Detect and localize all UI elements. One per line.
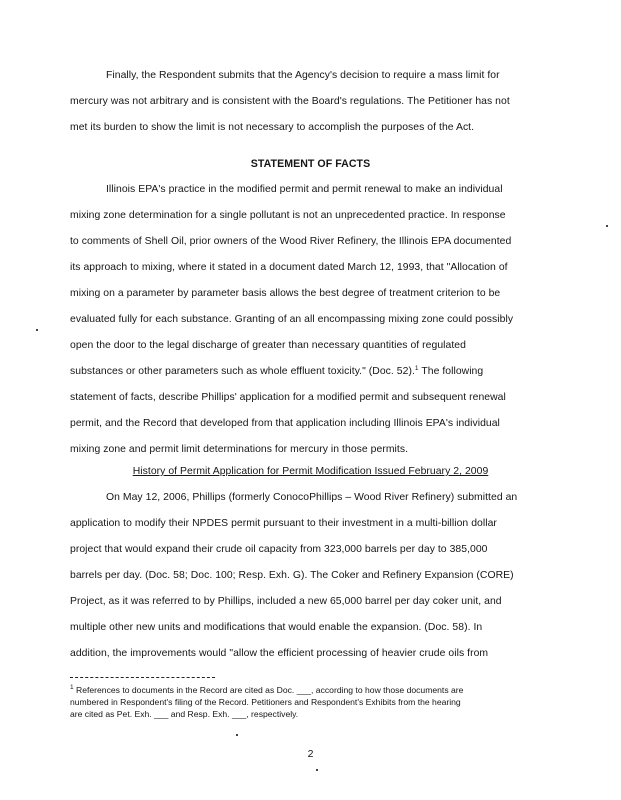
paragraph-3-line-7: addition, the improvements would "allow the efficient processing of heavier crude oils from bbox=[70, 648, 489, 659]
paragraph-3-line-3: project that would expand their crude oil capacity from 323,000 barrels per day to 385,000 bbox=[70, 544, 488, 555]
scan-speck bbox=[36, 329, 38, 331]
scan-speck bbox=[236, 734, 238, 736]
page-number: 2 bbox=[307, 748, 314, 760]
paragraph-2-line-5: mixing on a parameter by parameter basis allows the best degree of treatment criterion to be bbox=[70, 288, 501, 299]
paragraph-2-line-11: mixing zone and permit limit determinations for mercury in those permits. bbox=[70, 444, 409, 455]
subsection-heading: History of Permit Application for Permit Modification Issued February 2, 2009 bbox=[132, 466, 489, 477]
paragraph-2-line-7: open the door to the legal discharge of greater than necessary quantities of regulated bbox=[70, 340, 466, 351]
paragraph-2-line-6: evaluated fully for each substance. Granting of an all encompassing mixing zone could possibly bbox=[70, 314, 514, 325]
paragraph-1-line-1: Finally, the Respondent submits that the Agency's decision to require a mass limit for bbox=[106, 70, 500, 81]
footnote-line-1 bbox=[70, 686, 463, 695]
footnote-line-1-text: References to documents in the Record are cited as Doc. ___, according to how those documents are bbox=[73, 685, 464, 695]
section-heading: STATEMENT OF FACTS bbox=[250, 158, 371, 170]
paragraph-3-line-1: On May 12, 2006, Phillips (formerly ConocoPhillips – Wood River Refinery) submitted an bbox=[106, 492, 518, 503]
footnote-reference-mark: 1 bbox=[414, 365, 419, 372]
paragraph-2-line-4: its approach to mixing, where it stated in a document dated March 12, 1993, that "Allocation of bbox=[70, 262, 508, 273]
paragraph-1-line-3: met its burden to show the limit is not necessary to accomplish the purposes of the Act. bbox=[70, 122, 475, 133]
footnote-line-3: are cited as Pet. Exh. ___ and Resp. Exh. ___, respectively. bbox=[70, 709, 299, 719]
paragraph-2-line-9: statement of facts, describe Phillips' application for a modified permit and subsequent renewal bbox=[70, 392, 506, 403]
footnote-line-2: numbered in Respondent's filing of the Record. Petitioners and Respondent's Exhibits from the hearing bbox=[70, 697, 461, 707]
paragraph-3-line-6: multiple other new units and modifications that would enable the expansion. (Doc. 58). In bbox=[70, 622, 483, 633]
paragraph-2-line-10: permit, and the Record that developed from that application including Illinois EPA's individual bbox=[70, 418, 500, 429]
paragraph-3-line-5: Project, as it was referred to by Phillips, included a new 65,000 barrel per day coker unit, and bbox=[70, 596, 502, 607]
scan-speck bbox=[316, 769, 318, 771]
paragraph-2-line-1: Illinois EPA's practice in the modified permit and permit renewal to make an individual bbox=[106, 184, 503, 195]
scan-speck bbox=[606, 225, 608, 227]
footnote-mark: 1 bbox=[70, 684, 74, 691]
paragraph-1-line-2: mercury was not arbitrary and is consistent with the Board's regulations. The Petitioner has not bbox=[70, 96, 510, 107]
paragraph-2-line-8 bbox=[70, 366, 483, 377]
paragraph-2-line-8-text: substances or other parameters such as whole effluent toxicity." (Doc. 52). bbox=[70, 366, 415, 377]
paragraph-3-line-2: application to modify their NPDES permit pursuant to their investment in a multi-billion dollar bbox=[70, 518, 497, 529]
paragraph-2-line-8-tail: The following bbox=[418, 366, 484, 377]
footnote-separator bbox=[70, 677, 215, 678]
paragraph-2-line-2: mixing zone determination for a single pollutant is not an unprecedented practice. In response bbox=[70, 210, 506, 221]
paragraph-2-line-3: to comments of Shell Oil, prior owners of the Wood River Refinery, the Illinois EPA documented bbox=[70, 236, 512, 247]
paragraph-3-line-4: barrels per day. (Doc. 58; Doc. 100; Resp. Exh. G). The Coker and Refinery Expansion (CORE) bbox=[70, 570, 514, 581]
